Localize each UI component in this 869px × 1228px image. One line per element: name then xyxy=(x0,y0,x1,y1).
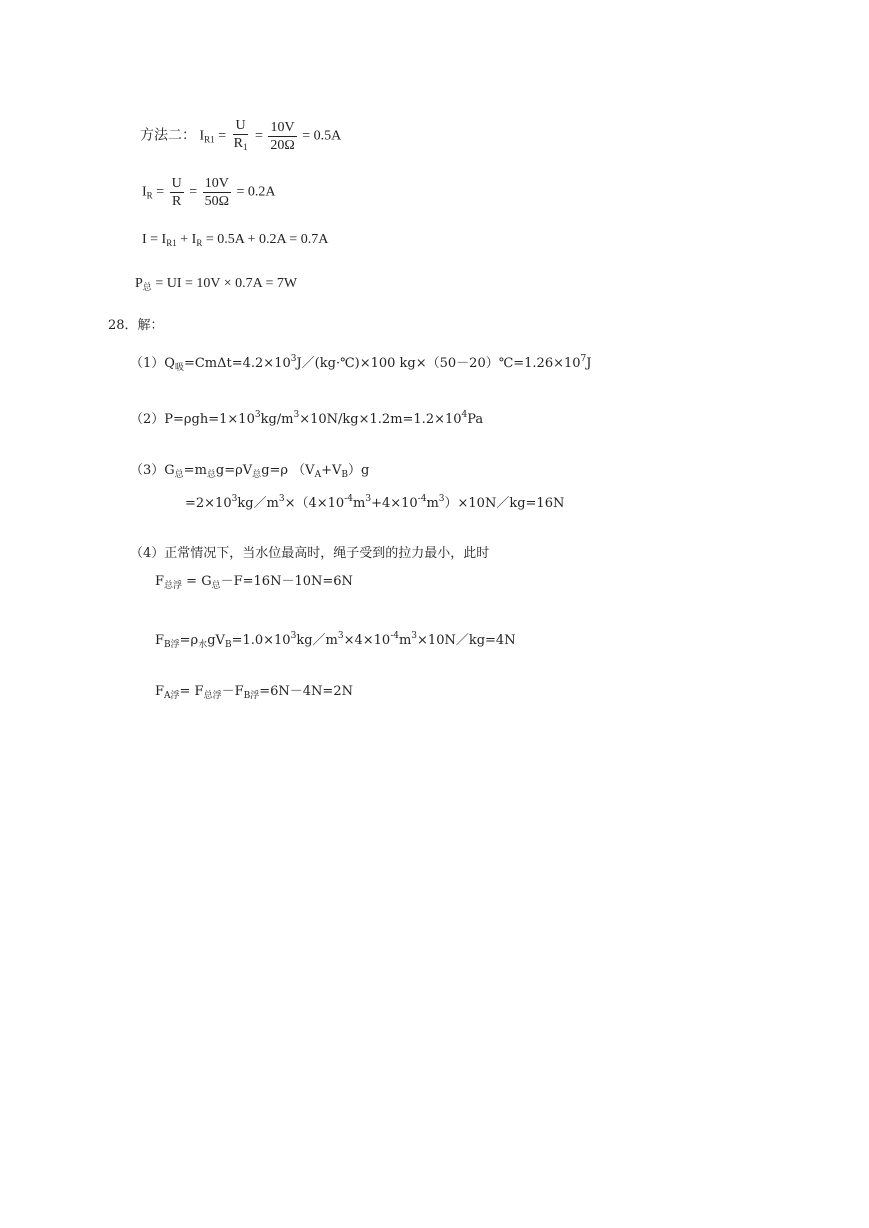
part-3-line-1: $(3)G_总=m_总g=\rho V_总g=\rho$ $(V_A+V_B)g$ xyxy=(130,463,370,480)
part-4-intro: （4）正常情况下，当水位最高时，绳子受到的拉力最小，此时 xyxy=(130,546,490,561)
fraction: $\frac{10V}{50\Omega}$ xyxy=(204,176,230,209)
ir1-equation: 方法二： $I_{R1}$ = $\frac{U}{R_1}$ = $\frac{10V}{20\Omega}$ = 0.5A xyxy=(140,117,341,156)
current-sum-equation: $I = I_{R1} + I_R = 0.5A + 0.2A = 0.7A$ xyxy=(142,232,329,248)
fraction: $\frac{U}{R_1}$ xyxy=(233,118,248,152)
question-heading: 28．解： xyxy=(108,318,164,333)
part-1-line: $(1)Q_吸=Cm\Delta t=4.2\times 10^3J/(kg\cdot℃)\times 100$ $kg\times(50-20)℃=1.26\times 10^7J$ xyxy=(130,354,592,373)
part-3-line-2: $=2\times 10^3kg/m^3\times(4\times 10^{-4}m^3+4\times 10^{-4}m^3)\times 10N/kg=16N$ xyxy=(185,494,565,511)
part-2-line: $(2)P=\rho gh=1\times 10^3kg/m^3\times 10N/kg\times 1.2m=1.2\times 10^4Pa$ xyxy=(130,410,484,427)
power-equation: $P_总$ = UI = 10V × 0.7A = 7W xyxy=(135,276,298,292)
part-4-total-buoyancy: $F_{总浮} = G_总-F=16N-10N=6N$ xyxy=(155,574,353,591)
fraction: $\frac{U}{R}$ xyxy=(171,176,182,209)
method-label: 方法二： xyxy=(140,128,196,144)
part-4-a-buoyancy: $F_{A浮}= F_{总浮}-F_{B浮}=6N-4N=2N$ xyxy=(155,684,353,701)
ir-equation: $I_R$ = $\frac{U}{R}$ = $\frac{10V}{50\Omega}$ = 0.2A xyxy=(142,176,276,209)
part-4-b-buoyancy: $F_{B浮}=\rho_水gV_B=1.0\times 10^3kg/m^3\times 4\times 10^{-4}m^3\times 10N/kg=4N$ xyxy=(155,631,516,650)
fraction: $\frac{10V}{20\Omega}$ xyxy=(270,120,295,153)
